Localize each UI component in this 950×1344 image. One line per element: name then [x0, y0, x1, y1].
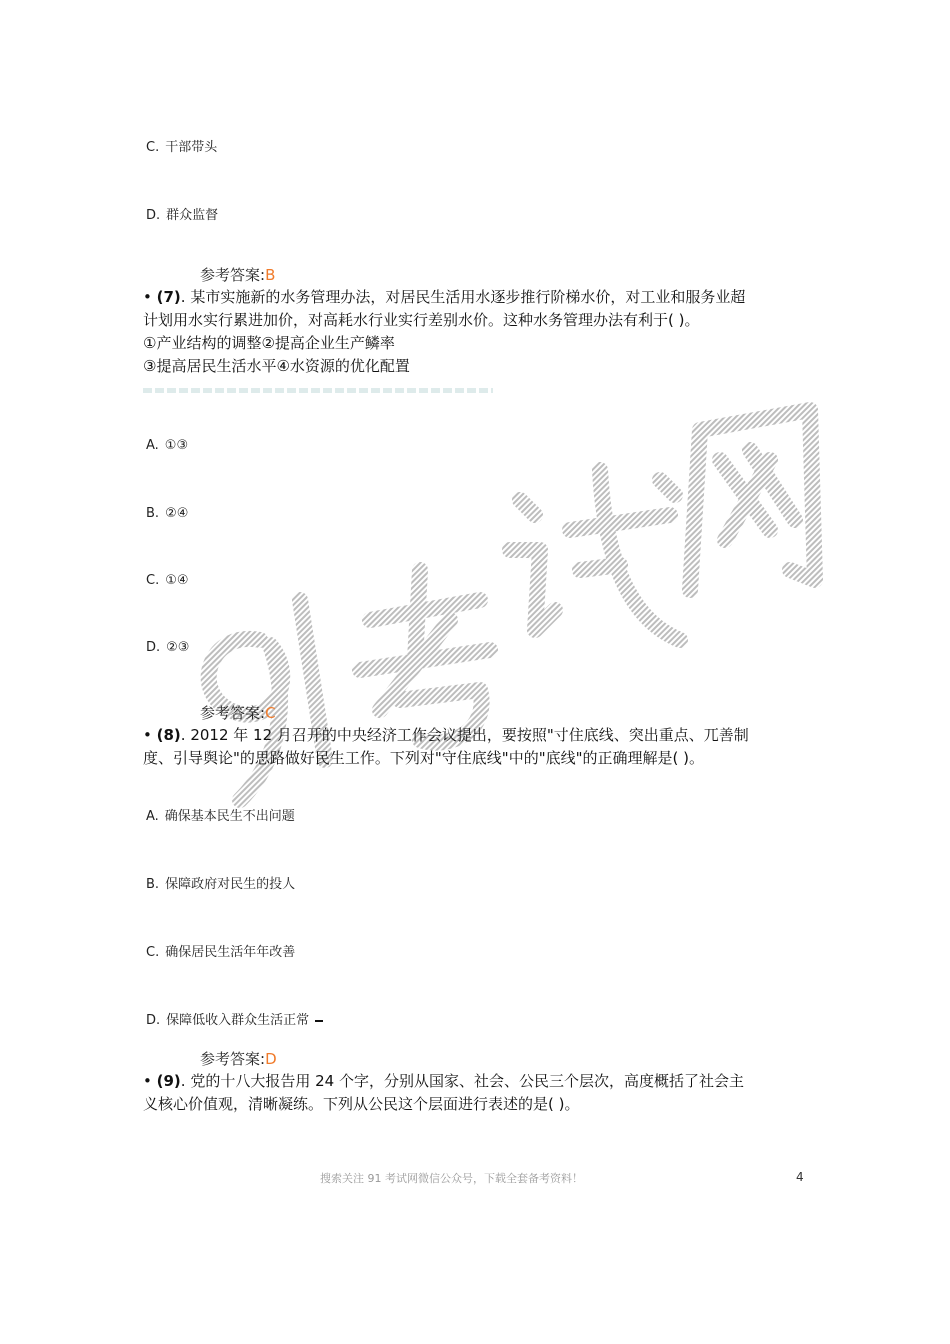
q8-answer	[200, 1048, 277, 1069]
question-line	[143, 1070, 813, 1093]
option-text: 确保居民生活年年改善	[165, 945, 296, 960]
answer-value: C	[265, 704, 276, 722]
q6-option-d[interactable]	[146, 204, 218, 223]
question-number: (8)	[156, 726, 181, 744]
dash-mark	[315, 1020, 323, 1022]
bullet: •	[143, 288, 152, 306]
q6-option-c[interactable]	[146, 136, 217, 155]
q7-option-d[interactable]	[146, 640, 189, 655]
question-line	[143, 286, 813, 309]
option-text: 干部带头	[165, 140, 218, 155]
option-letter: D.	[146, 640, 161, 655]
question-line: ①产业结构的调整②提高企业生产鳞率	[143, 334, 395, 352]
answer-value: D	[265, 1050, 277, 1068]
answer-label: 参考答案:	[200, 1050, 266, 1068]
option-text: 保障政府对民生的投人	[165, 877, 296, 892]
question-7	[143, 286, 813, 378]
question-line: 度、引导舆论"的思路做好民生工作。下列对"守住底线"中的"底线"的正确理解是( )。	[143, 749, 704, 767]
question-line	[143, 724, 813, 747]
option-text: ①④	[165, 573, 189, 588]
option-letter: B.	[146, 877, 160, 892]
question-line: ③提高居民生活水平④水资源的优化配置	[143, 357, 410, 375]
answer-label: 参考答案:	[200, 266, 266, 284]
answer-label: 参考答案:	[200, 704, 266, 722]
bullet: •	[143, 726, 152, 744]
q7-answer	[200, 702, 276, 723]
question-text: . 2012 年 12 月召开的中央经济工作会议提出，要按照"寸住底线、突出重点、兀善制	[180, 726, 749, 744]
q7-option-a[interactable]	[146, 438, 188, 453]
q8-option-b[interactable]	[146, 873, 295, 892]
option-text: 确保基本民生不出问题	[164, 809, 295, 824]
option-letter: C.	[146, 140, 160, 155]
option-text: 群众监督	[166, 208, 219, 223]
page-number: 4	[796, 1170, 804, 1184]
option-text: ②④	[165, 506, 189, 521]
question-number: (7)	[156, 288, 181, 306]
question-text: . 某市实施新的水务管理办法，对居民生活用水逐步推行阶梯水价，对工业和服务业超	[180, 288, 746, 306]
option-letter: C.	[146, 945, 160, 960]
footer-note: 搜索关注 91 考试网微信公众号，下载全套备考资料！	[320, 1172, 583, 1185]
option-text: ②③	[166, 640, 190, 655]
question-9	[143, 1070, 813, 1116]
answer-value: B	[265, 266, 276, 284]
faint-rule	[143, 388, 493, 393]
bullet: •	[143, 1072, 152, 1090]
option-text: ①③	[164, 438, 189, 453]
question-number: (9)	[156, 1072, 181, 1090]
option-letter: A.	[146, 438, 159, 453]
option-letter: D.	[146, 1013, 161, 1028]
question-line: 义核心价值观，清晰凝练。下列从公民这个层面进行表述的是( )。	[143, 1095, 580, 1113]
question-text: . 党的十八大报告用 24 个字，分别从国家、社会、公民三个层次，高度概括了社会主	[180, 1072, 744, 1090]
q7-option-c[interactable]	[146, 573, 189, 588]
q8-option-c[interactable]	[146, 941, 295, 960]
question-line: 计划用水实行累进加价，对高耗水行业实行差别水价。这种水务管理办法有利于( )。	[143, 311, 700, 329]
option-letter: B.	[146, 506, 160, 521]
option-text: 保障低收入群众生活正常	[166, 1013, 310, 1028]
q8-option-a[interactable]	[146, 805, 295, 824]
q6-answer	[200, 264, 275, 285]
q7-option-b[interactable]	[146, 506, 188, 521]
option-letter: C.	[146, 573, 160, 588]
question-8	[143, 724, 813, 770]
option-letter: A.	[146, 809, 159, 824]
q8-option-d[interactable]	[146, 1009, 323, 1028]
option-letter: D.	[146, 208, 161, 223]
